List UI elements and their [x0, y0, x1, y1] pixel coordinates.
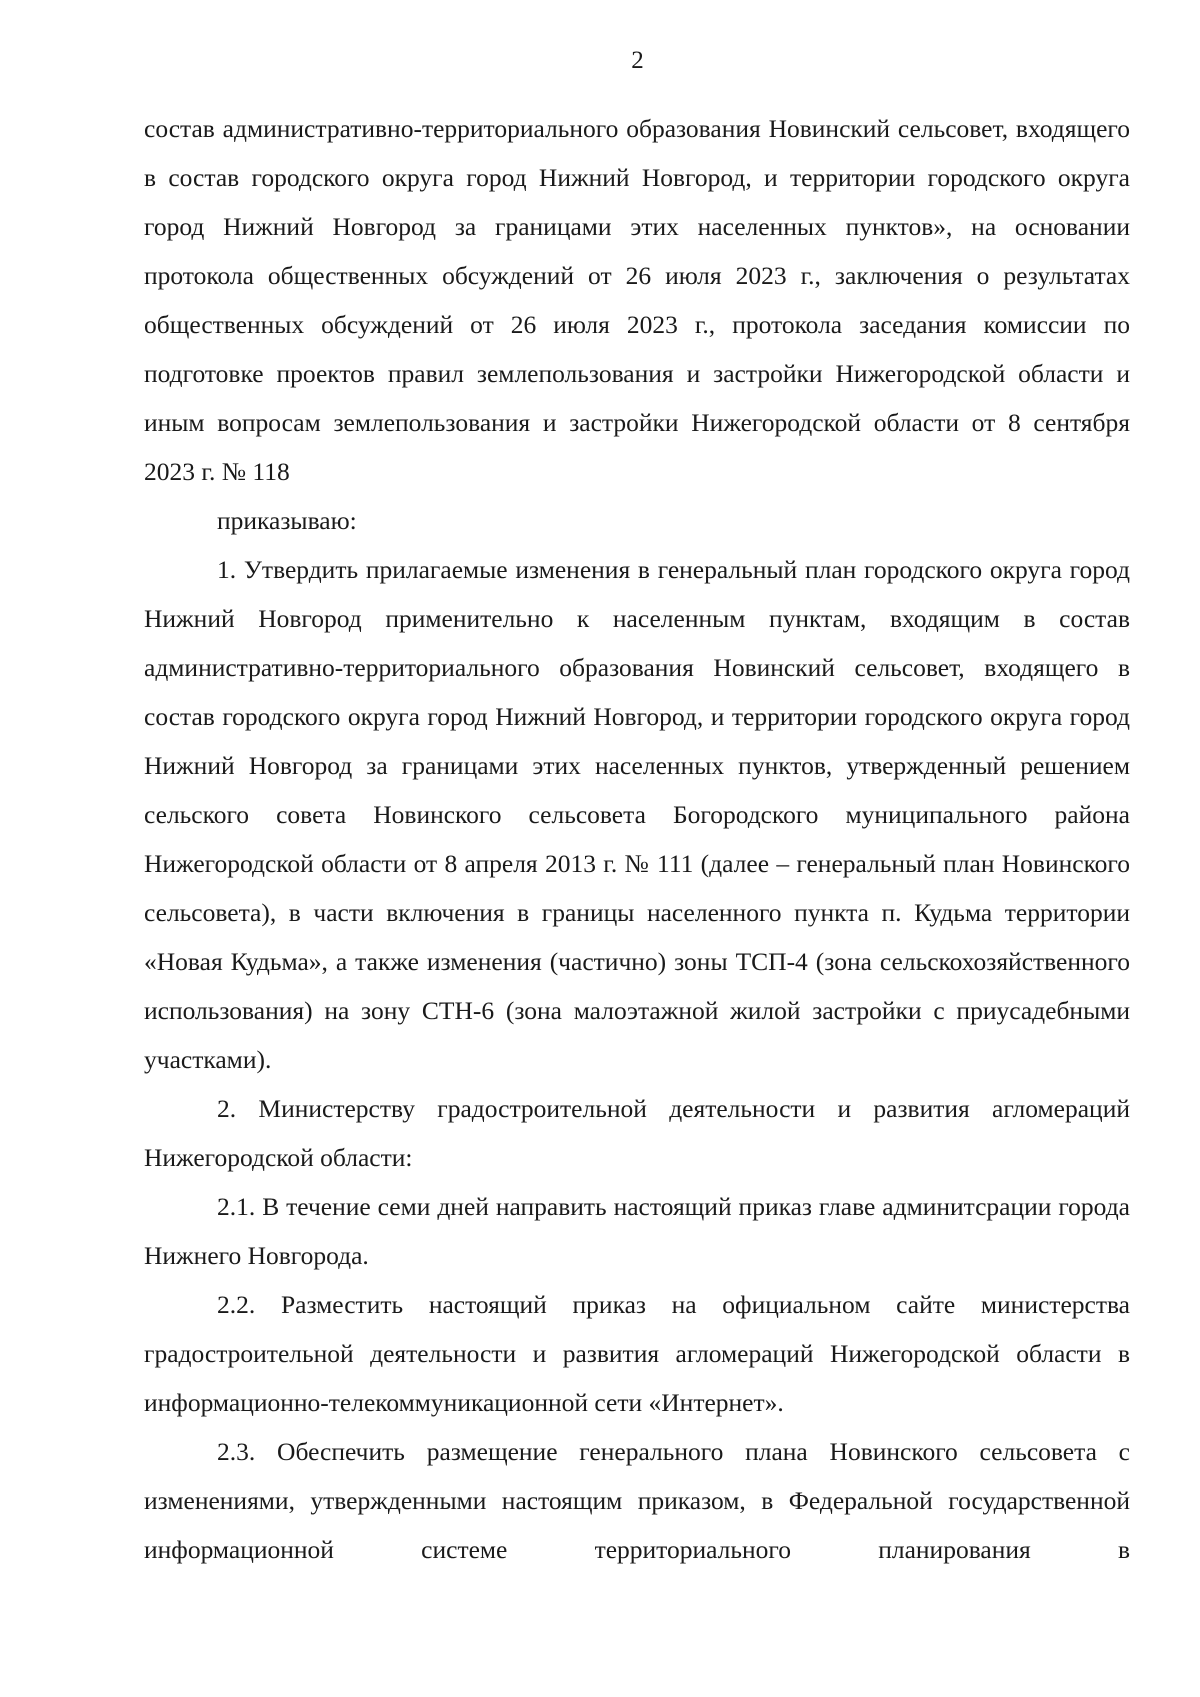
- document-body: [144, 104, 1130, 1574]
- page-number: 2: [631, 47, 644, 74]
- paragraph-item-2-2: 2.2. Разместить настоящий приказ на официальном сайте министерства градостроительной деятельности и развития агломераций Нижегородской области в информационно-телекоммуникационной сети «Интернет».: [144, 1290, 1130, 1417]
- paragraph-order-word: приказываю:: [217, 506, 357, 535]
- paragraph-item-2-1: 2.1. В течение семи дней направить настоящий приказ главе админитсрации города Нижнего Новгорода.: [144, 1192, 1130, 1270]
- paragraph-item-2: 2. Министерству градостроительной деятельности и развития агломераций Нижегородской области:: [144, 1094, 1130, 1172]
- paragraph-item-1: 1. Утвердить прилагаемые изменения в генеральный план городского округа город Нижний Новгород применительно к населенным пунктам, входящим в состав административно-территориального образования Новинский сельсовет, входящего в состав городского округа город Нижний Новгород, и территории городского округа город Нижний Новгород за границами этих населенных пунктов, утвержденный решением сельского совета Новинского сельсовета Богородского муниципального района Нижегородской области от 8 апреля 2013 г. № 111 (далее – генеральный план Новинского сельсовета), в части включения в границы населенного пункта п. Кудьма территории «Новая Кудьма», а также изменения (частично) зоны ТСП-4 (зона сельскохозяйственного использования) на зону СТН-6 (зона малоэтажной жилой застройки с приусадебными участками).: [144, 555, 1130, 1074]
- paragraph-preamble-continuation: состав административно-территориального образования Новинский сельсовет, входящего в состав городского округа город Нижний Новгород, и территории городского округа город Нижний Новгород за границами этих населенных пунктов», на основании протокола общественных обсуждений от 26 июля 2023 г., заключения о результатах общественных обсуждений от 26 июля 2023 г., протокола заседания комиссии по подготовке проектов правил землепользования и застройки Нижегородской области и иным вопросам землепользования и застройки Нижегородской области от 8 сентября 2023 г. № 118: [144, 114, 1130, 486]
- paragraph-item-2-3: 2.3. Обеспечить размещение генерального плана Новинского сельсовета с изменениями, утвержденными настоящим приказом, в Федеральной государственной информационной системе территориального планирования в: [144, 1437, 1130, 1564]
